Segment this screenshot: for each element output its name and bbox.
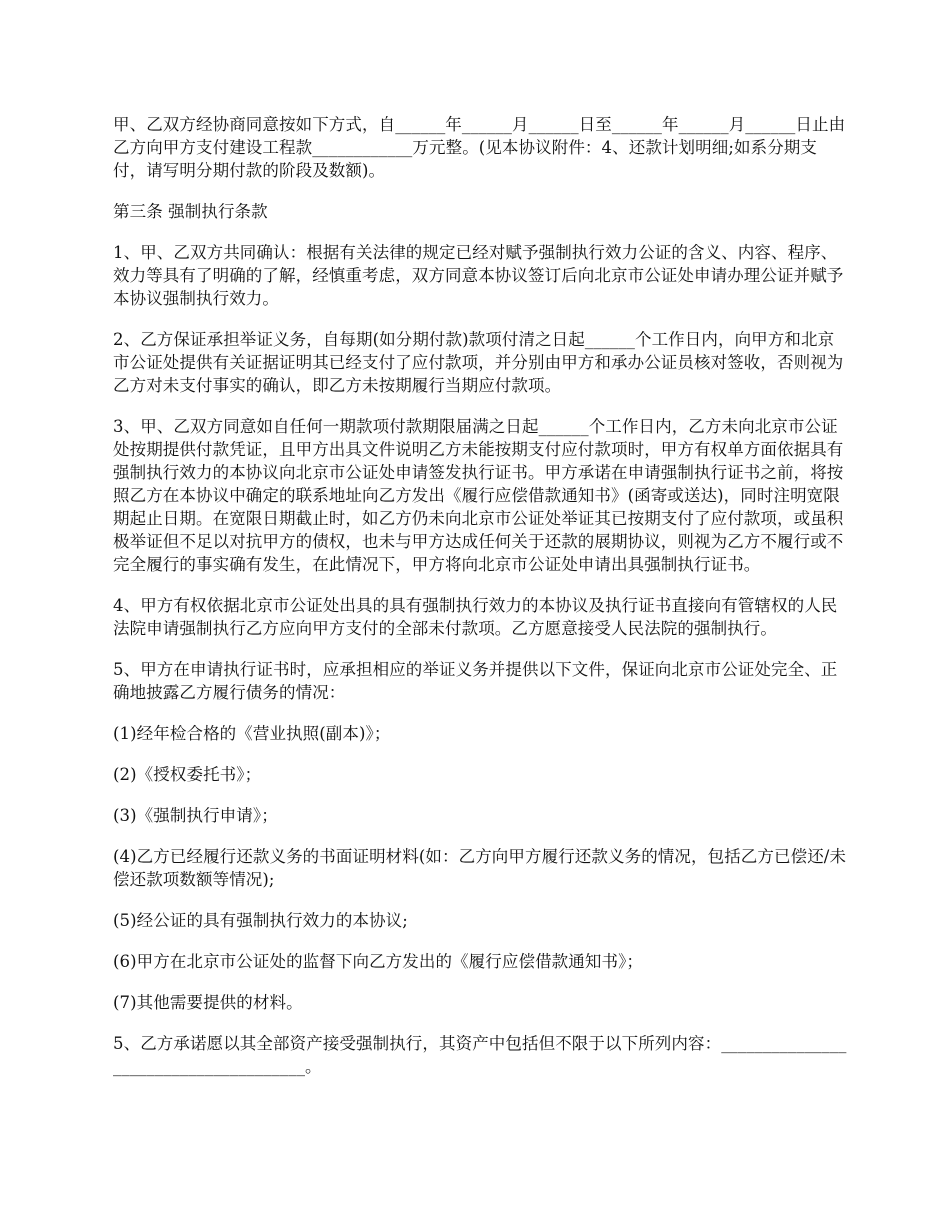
- clause-2-proof-obligation: 2、乙方保证承担举证义务，自每期(如分期付款)款项付清之日起______个工作日内，向甲方和北京市公证处提供有关证据证明其已经支付了应付款项，并分别由甲方和承办公证员核对签收，否则视为乙方对未支付事实的确认，即乙方未按期履行当期应付款项。: [113, 330, 844, 395]
- clause-5-assets-commitment: 5、乙方承诺愿以其全部资产接受强制执行，其资产中包括但不限于以下所列内容：______________________________________。: [113, 1034, 847, 1076]
- clause-3-enforcement-certificate: 3、甲、乙双方同意如自任何一期款项付款期限届满之日起______个工作日内，乙方未向北京市公证处按期提供付款凭证，且甲方出具文件说明乙方未能按期支付应付款项时，甲方有权单方面依据具有强制执行效力的本协议向北京市公证处申请签发执行证书。甲方承诺在申请强制执行证书之前，将按照乙方在本协议中确定的联系地址向乙方发出《履行应偿借款通知书》(函寄或送达)，同时注明宽限期起止日期。在宽限日期截止时，如乙方仍未向北京市公证处举证其已按期支付了应付款项，或虽积极举证但不足以对抗甲方的债权，也未与甲方达成任何关于还款的展期协议，则视为乙方不履行或不完全履行的事实确有发生，在此情况下，甲方将向北京市公证处申请出具强制执行证书。: [113, 417, 844, 574]
- document-item-2: (2)《授权委托书》；: [113, 765, 262, 784]
- document-item-5: (5)经公证的具有强制执行效力的本协议;: [113, 911, 408, 930]
- clause-1-confirmation: 1、甲、乙双方共同确认：根据有关法律的规定已经对赋予强制执行效力公证的含义、内容、程序、效力等具有了明确的了解，经慎重考虑，双方同意本协议签订后向北京市公证处申请办理公证并赋予本协议强制执行效力。: [113, 243, 844, 308]
- document-item-3: (3)《强制执行申请》；: [113, 806, 278, 825]
- clause-5-required-documents: 5、甲方在申请执行证书时，应承担相应的举证义务并提供以下文件，保证向北京市公证处完全、正确地披露乙方履行债务的情况：: [113, 660, 838, 702]
- document-item-7: (7)其他需要提供的材料。: [113, 993, 303, 1012]
- document-item-1: (1)经年检合格的《营业执照(副本)》；: [113, 724, 391, 743]
- document-body: [113, 113, 848, 1096]
- document-item-4: (4)乙方已经履行还款义务的书面证明材料(如：乙方向甲方履行还款义务的情况，包括乙方已偿还/未偿还款项数额等情况);: [113, 847, 847, 889]
- paragraph-payment-schedule: 甲、乙双方经协商同意按如下方式，自______年______月______日至______年______月______日止由乙方向甲方支付建设工程款____________万元整。(见本协议附件：4、还款计划明细;如系分期支付，请写明分期付款的阶段及数额)。: [113, 115, 846, 180]
- document-item-6: (6)甲方在北京市公证处的监督下向乙方发出的《履行应偿借款通知书》；: [113, 952, 644, 971]
- section-heading-article-3: 第三条 强制执行条款: [113, 202, 268, 221]
- clause-4-court-enforcement: 4、甲方有权依据北京市公证处出具的具有强制执行效力的本协议及执行证书直接向有管辖权的人民法院申请强制执行乙方应向甲方支付的全部未付款项。乙方愿意接受人民法院的强制执行。: [113, 596, 838, 638]
